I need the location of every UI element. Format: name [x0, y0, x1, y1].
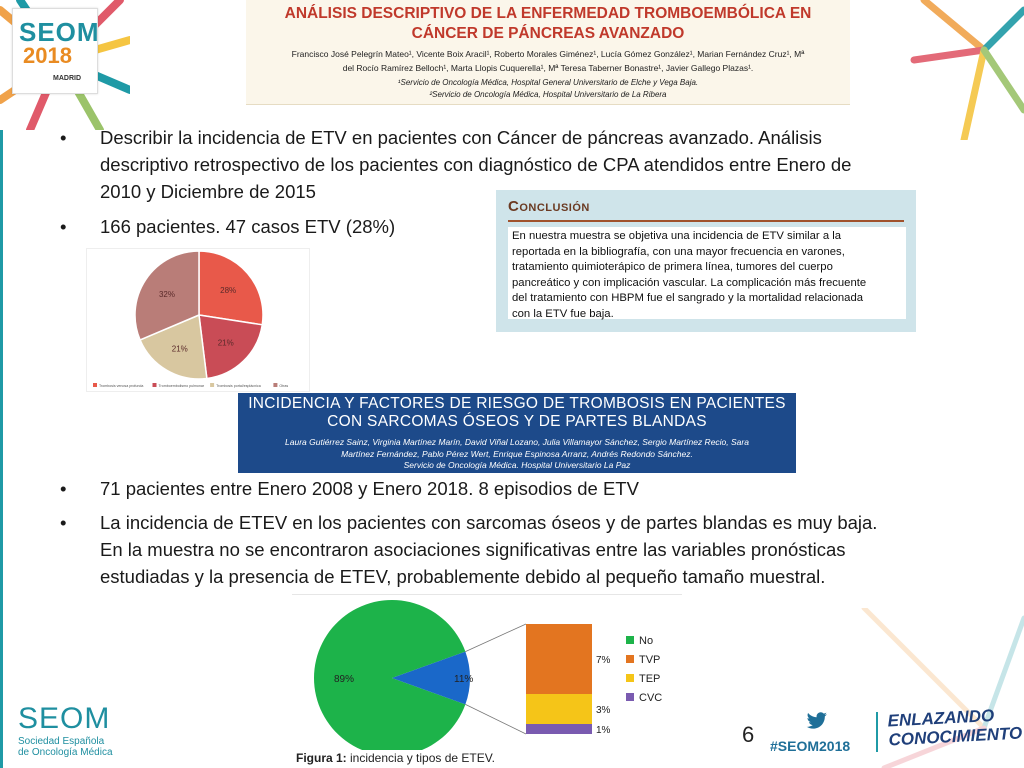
study1-title-line2: CÁNCER DE PÁNCREAS AVANZADO	[411, 25, 685, 42]
study1-title-line1: ANÁLISIS DESCRIPTIVO DE LA ENFERMEDAD TROMBOEMBÓLICA EN	[284, 5, 812, 22]
pie1-legend-label: Trombosis venosa profunda	[99, 384, 144, 388]
bullet-dot: •	[60, 478, 67, 499]
bullet-conclusion-study2	[60, 509, 980, 590]
conclusion-line: con la ETV fue baja.	[512, 307, 614, 320]
logo-seom-text: SEOM	[19, 17, 100, 47]
pie1-value-label: 28%	[220, 286, 237, 296]
conclusion-line: pancreático y con implicación vascular. La complicación más frecuente	[512, 276, 867, 289]
breakdown-value-label: 1%	[596, 725, 611, 736]
pie1-legend-swatch	[210, 383, 214, 387]
bullet-dot: •	[60, 512, 67, 533]
study2-title-line2: CON SARCOMAS ÓSEOS Y DE PARTES BLANDAS	[327, 413, 707, 430]
conclusion-box	[496, 190, 916, 332]
study2-title-line1: INCIDENCIA Y FACTORES DE RIESGO DE TROMBOSIS EN PACIENTES	[248, 395, 786, 412]
study2-authors-line2: Martínez Fernández, Pablo Pérez Wert, Enrique Espinosa Arranz, Andrés Redondo Sánchez.	[341, 449, 693, 459]
pie2-value-label-no: 89%	[334, 674, 355, 685]
conclusion-line: del tratamiento con HBPM fue el sangrado y la mortalidad relacionada	[512, 292, 864, 304]
figure-caption-label: Figura 1:	[296, 751, 347, 765]
pie2-legend-swatch	[626, 693, 634, 701]
bullet-objective-line1: Describir la incidencia de ETV en pacientes con Cáncer de páncreas avanzado. Análisis	[100, 127, 822, 148]
pie1-legend-swatch	[93, 383, 97, 387]
pie2-legend-label: CVC	[639, 692, 663, 704]
study2-authors-line1: Laura Gutiérrez Sainz, Virginia Martínez Marín, David Viñal Lozano, Julia Villamayor Sánchez, Sergio Martínez Recio, Sara	[285, 437, 749, 447]
pie1-value-label: 32%	[158, 289, 175, 299]
footer-divider	[876, 712, 878, 752]
conclusion-line: tratamiento quimioterápico de primera línea, tumores del cuerpo	[512, 261, 833, 273]
pie1-legend-label: Trombosis portal/esplácnica	[216, 384, 261, 388]
conclusion-line: En nuestra muestra se objetiva una incidencia de ETV similar a la	[512, 230, 842, 242]
pie2-legend-label: TEP	[639, 673, 661, 685]
pie2-value-label-etev: 11%	[454, 674, 474, 685]
conference-slogan	[887, 705, 1023, 750]
conclusion-line: reportada en la bibliografía, con una mayor frecuencia en varones,	[512, 245, 845, 258]
bullet-conclusion-study2-line1: La incidencia de ETEV en los pacientes con sarcomas óseos y de partes blandas es muy baja.	[100, 512, 878, 533]
conclusion-body	[508, 227, 906, 319]
bullet-patients-study2	[60, 475, 960, 502]
bullet-objective-line2: descriptivo retrospectivo de los pacientes con diagnóstico de CPA atendidos entre Enero de	[100, 154, 852, 175]
bullet-conclusion-study2-line2: En la muestra no se encontraron asociaciones significativas entre las variables pronósticas	[100, 539, 846, 560]
page-number: 6	[742, 722, 755, 747]
bullet-dot: •	[60, 216, 67, 237]
slogan-line1: ENLAZANDO	[887, 705, 995, 731]
twitter-icon	[806, 712, 828, 730]
pie1-value-label: 21%	[217, 338, 234, 348]
study1-title-banner	[246, 0, 850, 105]
figure-etev-incidence-svg	[292, 594, 682, 750]
decorative-rays-top-right	[904, 0, 1024, 140]
connector-line	[465, 704, 526, 734]
bullet-objective-line3: 2010 y Diciembre de 2015	[100, 181, 316, 202]
study1-affiliation2: ²Servicio de Oncología Médica, Hospital Universitario de La Ribera	[429, 90, 667, 99]
figure-etev-incidence	[292, 594, 682, 766]
breakdown-bar-tvp	[526, 624, 592, 694]
logo-city-text: MADRID	[53, 75, 81, 82]
pie-chart-etv-types-svg	[87, 249, 309, 391]
breakdown-bar-tep	[526, 694, 592, 724]
slogan-line2: CONOCIMIENTO	[888, 723, 1023, 750]
pie1-legend-swatch	[153, 383, 157, 387]
bullet-patients-study2-text: 71 pacientes entre Enero 2008 y Enero 2018. 8 episodios de ETV	[100, 478, 639, 499]
seom-society-logo	[18, 702, 113, 758]
bullet-patients-study1-text: 166 pacientes. 47 casos ETV (28%)	[100, 216, 396, 237]
pie2-legend-swatch	[626, 636, 634, 644]
pie2-legend-swatch	[626, 674, 634, 682]
pie1-legend-swatch	[273, 383, 277, 387]
figure-caption-text: incidencia y tipos de ETEV.	[346, 751, 495, 765]
study2-title-banner	[238, 393, 796, 473]
breakdown-value-label: 3%	[596, 705, 611, 716]
conclusion-heading: Conclusión	[508, 198, 590, 215]
breakdown-value-label: 7%	[596, 655, 611, 666]
pie1-legend-label: Otras	[279, 384, 289, 388]
conference-hashtag: #SEOM2018	[770, 738, 851, 754]
pie1-legend-label: Tromboembolismo pulmonar	[158, 384, 205, 388]
study1-affiliation1: ¹Servicio de Oncología Médica, Hospital General Universitario de Elche y Vega Baja.	[397, 78, 699, 87]
logo-year-text: 2018	[23, 43, 72, 68]
connector-line	[465, 624, 526, 652]
bullet-patients-study1	[60, 213, 500, 240]
pie1-value-label: 21%	[171, 344, 188, 354]
seom2018-logo	[12, 8, 98, 94]
bullet-dot: •	[60, 127, 67, 148]
pie2-legend-label: TVP	[639, 654, 661, 666]
seom-logo-subtitle-line1: Sociedad Española	[18, 736, 105, 747]
pie2-legend-label: No	[639, 635, 654, 647]
study1-authors-line1: Francisco José Pelegrín Mateo¹, Vicente Boix Aracil¹, Roberto Morales Giménez¹, Lucía Gómez González¹, Marian Fernández Cruz¹, Mª	[291, 49, 805, 59]
figure-caption	[296, 751, 495, 765]
breakdown-bar-cvc	[526, 724, 592, 734]
left-accent-rule	[0, 130, 3, 768]
seom-logo-subtitle-line2: de Oncología Médica	[18, 747, 113, 758]
study1-authors-line2: del Rocío Ramírez Belloch¹, Marta Llopis Cuquerella¹, Mª Teresa Taberner Bonastre¹, Javier Gallego Plazas¹.	[342, 63, 754, 73]
conclusion-rule	[508, 220, 904, 222]
seom-logo-text: SEOM	[18, 702, 111, 735]
pie2-legend-swatch	[626, 655, 634, 663]
bullet-conclusion-study2-line3: estudiadas y la presencia de ETEV, probablemente debido al pequeño tamaño muestral.	[100, 566, 826, 587]
pie-chart-etv-types	[86, 248, 310, 392]
study2-affiliation: Servicio de Oncología Médica. Hospital Universitario La Paz	[403, 460, 631, 470]
